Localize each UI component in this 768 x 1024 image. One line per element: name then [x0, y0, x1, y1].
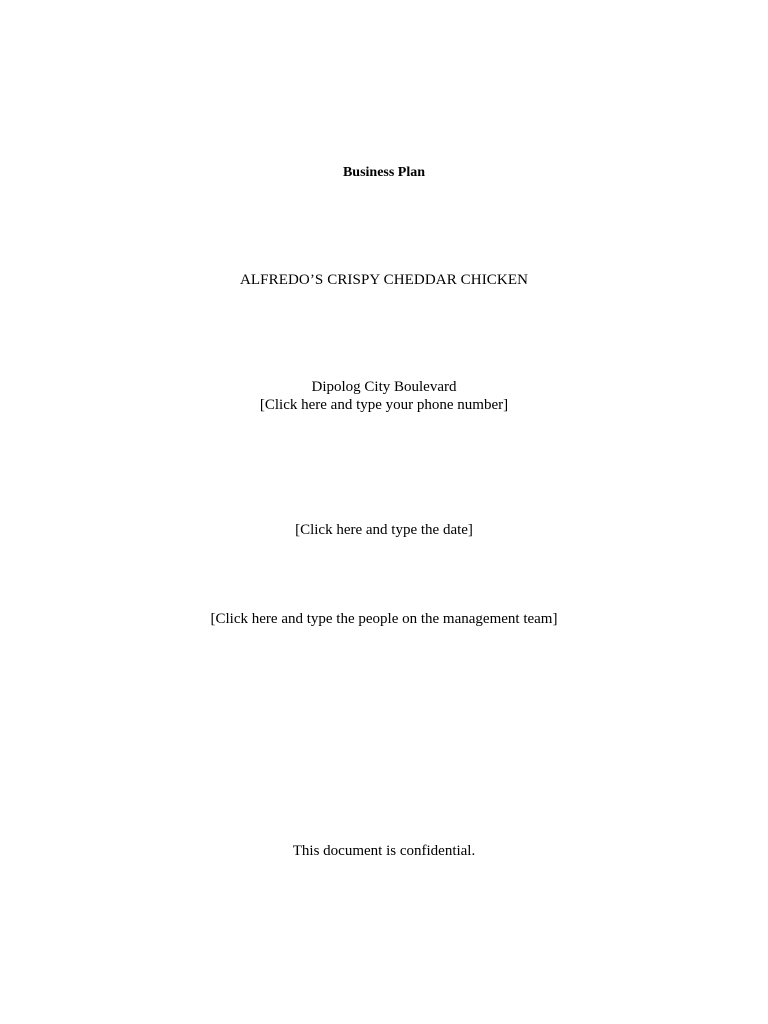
document-title: Business Plan: [342, 165, 426, 180]
phone-placeholder[interactable]: [Click here and type your phone number]: [259, 397, 509, 413]
address-line: Dipolog City Boulevard: [311, 379, 457, 395]
date-placeholder[interactable]: [Click here and type the date]: [295, 522, 473, 538]
contact-block: [0, 378, 768, 414]
company-name: ALFREDO’S CRISPY CHEDDAR CHICKEN: [239, 272, 529, 288]
confidentiality-note: This document is confidential.: [292, 843, 476, 859]
management-team-placeholder[interactable]: [Click here and type the people on the management team]: [210, 611, 558, 627]
